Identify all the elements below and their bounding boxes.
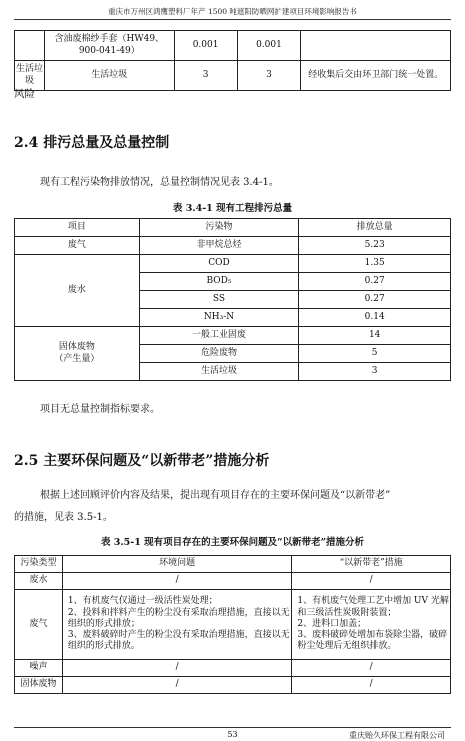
table-row — [15, 660, 451, 677]
pollutant-cell: 生活垃圾 — [139, 363, 299, 381]
table-row — [15, 590, 451, 660]
amount-cell: 0.27 — [299, 291, 451, 309]
pollution-type-cell: 固体废物 — [15, 677, 63, 694]
amount-cell: 1.35 — [299, 255, 451, 273]
table-row — [15, 573, 451, 590]
footer-rule — [14, 727, 451, 728]
section-2-5-paragraph-line2: 的措施，见表 3.5-1。 — [14, 512, 113, 523]
environmental-issues-table — [14, 555, 451, 694]
emission-total-table — [14, 218, 451, 381]
amount-cell: 0.27 — [299, 273, 451, 291]
section-heading-2-4: 2.4 排污总量及总量控制 — [14, 135, 170, 151]
table-row — [15, 237, 451, 255]
group-cell: 废气 — [15, 237, 140, 255]
table-caption-3-5-1: 表 3.5-1 现有项目存在的主要环保问题及“以新带老”措施分析 — [100, 537, 365, 548]
value-cell: 0.001 — [237, 31, 301, 61]
continued-waste-table — [14, 30, 451, 91]
waste-name-cell: 含油废棉纱手套（HW49、900-041-49） — [44, 31, 174, 61]
waste-name-cell: 生活垃圾 — [44, 61, 174, 91]
pollutant-cell: NH₃-N — [139, 309, 299, 327]
table-header-row — [15, 219, 451, 237]
problem-cell: / — [62, 573, 291, 590]
section-2-4-paragraph: 现有工程污染物排放情况，总量控制情况见表 3.4-1。 — [40, 177, 279, 188]
table-header-row — [15, 556, 451, 573]
pollutant-cell: 危险废物 — [139, 345, 299, 363]
amount-cell: 14 — [299, 327, 451, 345]
pollution-type-cell: 废水 — [15, 573, 63, 590]
problem-cell: / — [62, 677, 291, 694]
page-number: 53 — [227, 730, 238, 739]
value-cell: 0.001 — [174, 31, 237, 61]
pollutant-cell: 一般工业固废 — [139, 327, 299, 345]
section-heading-2-5: 2.5 主要环保问题及“以新带老”措施分析 — [14, 453, 270, 469]
pollutant-cell: BOD₅ — [139, 273, 299, 291]
section-2-4-note: 项目无总量控制指标要求。 — [40, 404, 160, 415]
group-cell: 固体废物 （产生量） — [15, 327, 140, 381]
value-cell: 3 — [237, 61, 301, 91]
value-cell: 3 — [174, 61, 237, 91]
note-cell — [301, 31, 451, 61]
table-row — [15, 31, 451, 61]
company-name: 重庆贻久环保工程有限公司 — [349, 731, 445, 740]
column-header: “以新带老”措施 — [292, 556, 451, 573]
amount-cell: 3 — [299, 363, 451, 381]
table-row — [15, 255, 451, 273]
amount-cell: 5 — [299, 345, 451, 363]
pollutant-cell: COD — [139, 255, 299, 273]
column-header: 环境问题 — [62, 556, 291, 573]
amount-cell: 5.23 — [299, 237, 451, 255]
pollution-type-cell: 废气 — [15, 590, 63, 660]
category-cell — [15, 31, 45, 61]
measure-cell: / — [292, 573, 451, 590]
table-caption-3-4-1: 表 3.4-1 现有工程排污总量 — [172, 203, 293, 214]
column-header: 排放总量 — [299, 219, 451, 237]
section-2-5-paragraph-line1: 根据上述回顾评价内容及结果，提出现有项目存在的主要环保问题及“以新带老” — [40, 490, 391, 501]
group-cell: 废水 — [15, 255, 140, 327]
measure-cell: / — [292, 677, 451, 694]
pollutant-cell: 非甲烷总烃 — [139, 237, 299, 255]
pollutant-cell: SS — [139, 291, 299, 309]
table-row — [15, 61, 451, 91]
column-header: 污染物 — [139, 219, 299, 237]
problem-cell: / — [62, 660, 291, 677]
page-header: 重庆市万州区鸿鹰塑料厂年产 1500 吨遮阳防晒网扩建项目环境影响报告书 — [108, 7, 357, 16]
category-cell: 生活垃圾 — [15, 61, 45, 91]
amount-cell: 0.14 — [299, 309, 451, 327]
problem-cell: 1、有机废气仅通过一级活性炭处理； 2、投料和拌料产生的粉尘没有采取治理措施，直接以无组织的形式排放； 3、废料破碎时产生的粉尘没有采取治理措施，直接以无组织的形式排放。 — [62, 590, 291, 660]
column-header: 项目 — [15, 219, 140, 237]
note-cell: 经收集后交由环卫部门统一处置。 — [301, 61, 451, 91]
measure-cell: 1、有机废气处理工艺中增加 UV 光解和三级活性炭吸附装置； 2、进料口加盖； 3、废料破碎处增加布袋除尘器，破碎粉尘处理后无组织排放。 — [292, 590, 451, 660]
pollution-type-cell: 噪声 — [15, 660, 63, 677]
fragment-text: 风险 — [14, 88, 35, 100]
measure-cell: / — [292, 660, 451, 677]
header-rule — [14, 19, 451, 20]
table-row — [15, 327, 451, 345]
column-header: 污染类型 — [15, 556, 63, 573]
table-row — [15, 677, 451, 694]
